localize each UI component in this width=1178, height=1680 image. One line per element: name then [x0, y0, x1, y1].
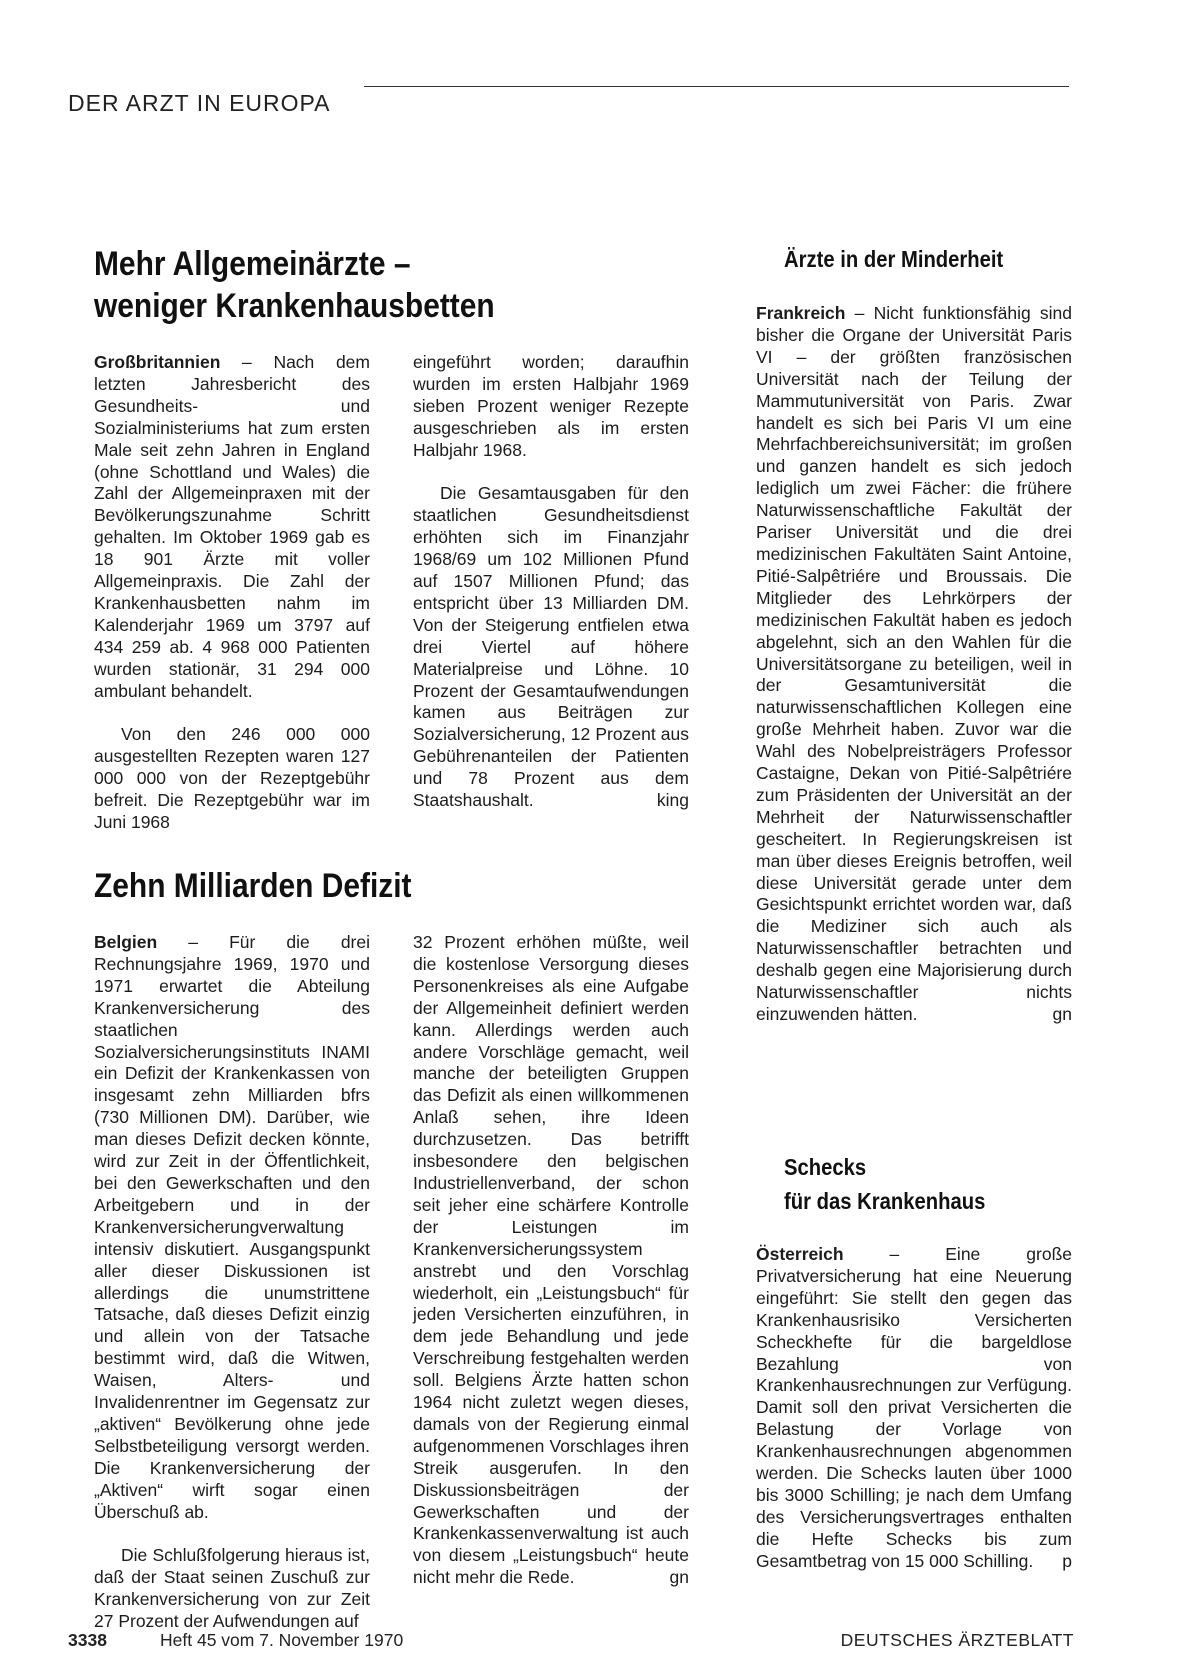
article1-title [94, 243, 495, 327]
article2-column1 [94, 932, 370, 1655]
article4-lead: Österreich [756, 1244, 844, 1264]
journal-name: DEUTSCHES ÄRZTEBLATT [840, 1630, 1074, 1650]
article1-title-line1: Mehr Allgemeinärzte – [94, 245, 411, 283]
article2-p1-text: – Für die drei Rechnungsjahre 1969, 1970 und 1971 erwartet die Abteilung Krankenversicherung des staatlichen Sozialversicherungsinstituts INAMI ein Defizit der Krankenkassen von insgesamt zehn Milliarden bfrs (730 Millionen DM). Darüber, wie man dieses Defizit decken könnte, wird zur Zeit in der Öffentlichkeit, bei den Gewerkschaften und den Arbeitgebern und in der Krankenversicherungverwaltung intensiv diskutiert. Ausgangspunkt aller dieser Diskussionen ist allerdings die unumstrittene Tatsache, daß dieses Defizit einzig und allein von der Tatsache bestimmt wird, daß die Witwen, Waisen, Alters- und Invalidenrentner im Gegensatz zur „aktiven“ Bevölkerung ohne jede Selbstbeteiligung versorgt werden. Die Krankenversicherung der „Aktiven“ wirft sogar einen Überschuß ab. [94, 932, 370, 1522]
article2-p3-text: 32 Prozent erhöhen müßte, weil die kostenlose Versorgung dieses Personenkreises als eine Aufgabe der Allgemeinheit definiert werden kann. Allerdings werden auch andere Vorschläge gemacht, weil manche der beteiligten Gruppen das Defizit als einen willkommenen Anlaß sehen, ihre Ideen durchzusetzen. Das betrifft insbesondere den belgischen Industriellenverband, der schon seit jeher eine schärfere Kontrolle der Leistungen im Krankenversicherungssystem anstrebt und den Vorschlag wiederholt, ein „Leistungsbuch“ für jeden Versicherten einzuführen, in dem jede Behandlung und jede Verschreibung festgehalten werden soll. Belgiens Ärzte hatten schon 1964 nicht zuletzt wegen dieses, damals von der Regierung einmal aufgenommenen Vorschlages ihren Streik ausgerufen. In den Diskussionsbeiträgen der Gewerkschaften und der Krankenkassenverwaltung ist auch von diesem „Leistungsbuch“ heute nicht mehr die Rede. [413, 932, 689, 1588]
article4-paragraph1 [756, 1244, 1072, 1573]
article4-title [784, 1150, 985, 1218]
article3-paragraph1 [756, 303, 1072, 1026]
issue-info: Heft 45 vom 7. November 1970 [160, 1630, 404, 1650]
article1-paragraph4 [413, 483, 689, 812]
article4-signature: p [1062, 1550, 1072, 1571]
article1-p1-text: – Nach dem letzten Jahresbericht des Gesundheits- und Sozialministeriums hat zum ersten Male seit zehn Jahren in England (ohne Schottland und Wales) die Zahl der Allgemeinpraxen mit der Bevölkerungszunahme Schritt gehalten. Im Oktober 1969 gab es 18 901 Ärzte mit voller Allgemeinpraxis. Die Zahl der Krankenhausbetten nahm im Kalenderjahr 1969 um 3797 auf 434 259 ab. 4 968 000 Patienten wurden stationär, 31 294 000 ambulant behandelt. [94, 352, 370, 701]
article1-paragraph2: Von den 246 000 000 ausgestellten Rezepten waren 127 000 000 von der Rezeptgebühr befreit. Die Rezeptgebühr war im Juni 1968 [94, 724, 370, 833]
article2-paragraph1 [94, 932, 370, 1523]
article1-paragraph1 [94, 352, 370, 703]
page-number: 3338 [68, 1630, 107, 1650]
article1-p4-text: Die Gesamtausgaben für den staatlichen Gesundheitsdienst erhöhten sich im Finanzjahr 1968/69 um 102 Millionen Pfund auf 1507 Millionen Pfund; das entspricht über 13 Milliarden DM. Von der Steigerung entfielen etwa drei Viertel auf höhere Materialpreise und Löhne. 10 Prozent der Gesamtaufwendungen kamen aus Beiträgen zur Sozialversicherung, 12 Prozent aus Gebührenanteilen der Patienten und 78 Prozent aus dem Staatshaushalt. [413, 483, 689, 811]
article2-column2 [413, 932, 689, 1611]
article2-signature: gn [669, 1567, 689, 1588]
article2-paragraph3 [413, 932, 689, 1589]
article3-lead: Frankreich [756, 303, 846, 323]
article1-signature: king [656, 790, 689, 811]
article1-column2 [413, 352, 689, 834]
article2-title: Zehn Milliarden Defizit [94, 867, 412, 905]
article4-column [756, 1244, 1072, 1594]
article3-signature: gn [1052, 1004, 1072, 1024]
article1-paragraph3: eingeführt worden; daraufhin wurden im ersten Halbjahr 1969 sieben Prozent weniger Rezepte ausgeschrieben als im ersten Halbjahr 1968. [413, 352, 689, 460]
section-header: DER ARZT IN EUROPA [68, 90, 331, 116]
article1-column1 [94, 352, 370, 856]
article1-title-line2: weniger Krankenhausbetten [94, 287, 495, 325]
article4-p1-text: – Eine große Privatversicherung hat eine Neuerung eingeführt: Sie stellt den gegen das Krankenhausrisiko Versicherten Scheckhefte für die bargeldlose Bezahlung von Krankenhausrechnungen zur Verfügung. Damit soll den privat Versicherten die Belastung der Vorlage von Krankenhausrechnungen abgenommen werden. Die Schecks lauten über 1000 bis 3000 Schilling; je nach dem Umfang des Versicherungsvertrages enthalten die Hefte Schecks bis zum Gesamtbetrag von 15 000 Schilling. [756, 1244, 1072, 1571]
article1-lead: Großbritannien [94, 352, 221, 372]
article4-title-line2: für das Krankenhaus [784, 1188, 986, 1214]
article3-column [756, 303, 1072, 1048]
article2-paragraph2: Die Schlußfolgerung hieraus ist, daß der Staat seinen Zuschuß zur Krankenversicherung von zur Zeit 27 Prozent der Aufwendungen auf [94, 1545, 370, 1632]
article3-title: Ärzte in der Minderheit [784, 246, 1004, 272]
article3-p1-text: – Nicht funktionsfähig sind bisher die Organe der Universität Paris VI – der größten französischen Universität nach der Teilung der Mammutuniversität von Paris. Zwar handelt es sich bei Paris VI um eine Mehrfachbereichsuniversität; im großen und ganzen handelt es sich jedoch lediglich um zwei Fächer: die frühere Naturwissenschaftliche Fakultät der Pariser Universität und die drei medizinischen Fakultäten Saint Antoine, Pitié-Salpêtriére und Broussais. Die Mitglieder des Lehrkörpers der medizinischen Fakultät haben es jedoch abgelehnt, sich an den Wahlen für die Universitätsorgane zu beteiligen, weil in der Gesamtuniversität die naturwissenschaftlichen Kollegen eine große Mehrheit haben. Zuvor war die Wahl des Nobelpreisträgers Professor Castaigne, Dekan von Pitié-Salpêtriére zum Präsidenten der Universität an der Mehrheit der Naturwissenschaftler gescheitert. In Regierungskreisen ist man über dieses Ereignis betroffen, weil diese Universität gerade unter dem Gesichtspunkt errichtet worden war, daß die Mediziner sich auch als Naturwissenschaftler betrachten und deshalb gegen eine Majorisierung durch Naturwissenschaftler nichts einzuwenden hätten. [756, 303, 1072, 1024]
article4-title-line1: Schecks [784, 1154, 867, 1180]
article2-lead: Belgien [94, 932, 158, 952]
header-rule [364, 86, 1069, 87]
